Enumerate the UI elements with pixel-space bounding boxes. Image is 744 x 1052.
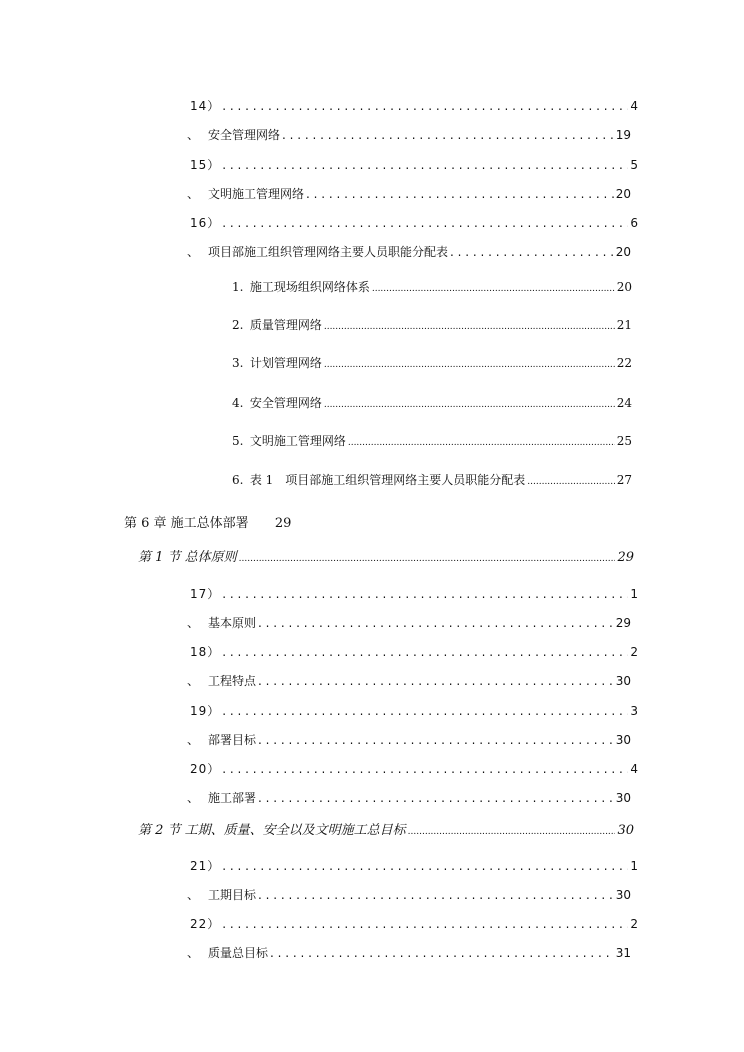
toc-entry[interactable] <box>232 354 632 372</box>
toc-entry-label <box>187 614 256 632</box>
toc-entry-label: 18） <box>190 645 221 659</box>
toc-page-number: 24 <box>616 396 632 410</box>
toc-entry[interactable] <box>187 243 631 261</box>
toc-entry[interactable] <box>232 471 632 489</box>
list-mark: 、 <box>187 791 200 805</box>
toc-page-number: 20 <box>615 245 631 259</box>
toc-entry-label: 21） <box>190 859 221 873</box>
toc-page-number: 22 <box>616 356 632 370</box>
dot-leader <box>222 156 628 174</box>
toc-page-number: 1 <box>630 587 638 601</box>
list-mark: 、 <box>187 888 200 902</box>
toc-entry-label: 20） <box>190 762 221 776</box>
toc-entry[interactable] <box>190 760 638 778</box>
toc-entry[interactable] <box>232 432 632 450</box>
toc-page-number: 30 <box>615 888 631 902</box>
toc-entry-number: 6. <box>232 473 244 487</box>
toc-entry-text: 工期目标 <box>208 888 257 902</box>
dot-leader <box>222 915 628 933</box>
toc-page-number: 6 <box>630 216 638 230</box>
dot-leader <box>222 214 628 232</box>
toc-entry-number: 1. <box>232 280 244 294</box>
toc-entry-number: 5. <box>232 434 244 448</box>
toc-page-number: 29 <box>615 616 631 630</box>
toc-entry-label <box>232 394 322 412</box>
toc-entry[interactable] <box>187 731 631 749</box>
toc-page-number: 30 <box>615 674 631 688</box>
toc-entry-text: 基本原则 <box>208 616 257 630</box>
toc-entry-text: 文明施工管理网络 <box>208 187 305 201</box>
toc-entry-number: 3. <box>232 356 244 370</box>
toc-entry-text: 计划管理网络 <box>249 356 322 370</box>
toc-entry[interactable] <box>232 394 632 412</box>
toc-entry-text: 表 1 项目部施工组织管理网络主要人员职能分配表 <box>249 473 526 487</box>
toc-page-number: 5 <box>630 158 638 172</box>
toc-entry[interactable] <box>232 316 632 334</box>
toc-entry[interactable] <box>190 156 638 174</box>
toc-page-number: 2 <box>630 917 638 931</box>
toc-entry-label <box>187 672 256 690</box>
toc-page-number: 30 <box>615 791 631 805</box>
toc-entry[interactable] <box>187 944 631 962</box>
dot-leader <box>408 822 616 840</box>
toc-entry-text: 施工现场组织网络体系 <box>249 280 370 294</box>
toc-entry-label <box>232 316 322 334</box>
toc-page-number: 29 <box>274 516 292 531</box>
toc-entry-label <box>187 944 268 962</box>
toc-entry[interactable] <box>187 614 631 632</box>
toc-entry-number: 4. <box>232 396 244 410</box>
dot-leader <box>222 97 628 115</box>
toc-entry-text: 质量总目标 <box>208 946 269 960</box>
dot-leader <box>222 702 628 720</box>
toc-entry-text: 安全管理网络 <box>208 128 281 142</box>
dot-leader <box>222 585 628 603</box>
list-mark: 、 <box>187 616 200 630</box>
toc-entry-text: 项目部施工组织管理网络主要人员职能分配表 <box>208 245 449 259</box>
toc-entry-label <box>187 185 304 203</box>
toc-entry-label <box>232 354 322 372</box>
section-title: 第 1 节 总体原则 <box>138 550 237 565</box>
dot-leader <box>348 432 615 450</box>
toc-page-number: 20 <box>615 187 631 201</box>
toc-entry[interactable] <box>190 97 638 115</box>
toc-entry[interactable] <box>190 643 638 661</box>
dot-leader <box>527 471 614 489</box>
dot-leader <box>239 549 616 567</box>
toc-entry[interactable] <box>187 185 631 203</box>
toc-page-number: 29 <box>617 550 634 565</box>
toc-page-number: 30 <box>615 733 631 747</box>
toc-entry-label <box>187 243 448 261</box>
toc-entry[interactable] <box>190 702 638 720</box>
toc-entry-label <box>232 278 370 296</box>
toc-page-number: 31 <box>615 946 631 960</box>
dot-leader <box>222 643 628 661</box>
toc-entry-label <box>187 126 280 144</box>
dot-leader <box>222 760 628 778</box>
toc-entry-text: 文明施工管理网络 <box>249 434 346 448</box>
dot-leader <box>372 278 615 296</box>
dot-leader <box>258 672 614 690</box>
toc-entry-label: 15） <box>190 158 221 172</box>
toc-entry-text: 工程特点 <box>208 674 257 688</box>
toc-page-number: 21 <box>616 318 632 332</box>
toc-section-heading[interactable] <box>138 822 634 840</box>
toc-entry-label <box>232 471 525 489</box>
toc-section-heading[interactable] <box>138 549 634 567</box>
toc-entry-label: 19） <box>190 704 221 718</box>
toc-entry[interactable] <box>187 886 631 904</box>
toc-entry-label <box>187 886 256 904</box>
toc-page-number: 3 <box>630 704 638 718</box>
dot-leader <box>222 857 628 875</box>
list-mark: 、 <box>187 946 200 960</box>
toc-entry-label: 14） <box>190 99 221 113</box>
toc-entry[interactable] <box>190 585 638 603</box>
toc-entry-number: 2. <box>232 318 244 332</box>
toc-entry-label <box>187 789 256 807</box>
dot-leader <box>258 731 614 749</box>
list-mark: 、 <box>187 674 200 688</box>
list-mark: 、 <box>187 245 200 259</box>
dot-leader <box>258 886 614 904</box>
toc-entry[interactable] <box>232 278 632 296</box>
toc-entry-label <box>187 731 256 749</box>
toc-entry[interactable] <box>190 915 638 933</box>
toc-entry[interactable] <box>190 857 638 875</box>
dot-leader <box>450 243 614 261</box>
dot-leader <box>324 394 615 412</box>
dot-leader <box>258 789 614 807</box>
toc-page-number: 30 <box>617 823 634 838</box>
toc-entry[interactable] <box>187 672 631 690</box>
toc-entry-text: 质量管理网络 <box>249 318 322 332</box>
toc-entry-text: 部署目标 <box>208 733 257 747</box>
toc-page-number: 20 <box>616 280 632 294</box>
toc-page-number: 4 <box>630 762 638 776</box>
toc-entry[interactable] <box>187 126 631 144</box>
dot-leader <box>270 944 614 962</box>
toc-page-number: 2 <box>630 645 638 659</box>
dot-leader <box>324 354 615 372</box>
toc-chapter-heading[interactable] <box>124 512 291 531</box>
toc-entry[interactable] <box>190 214 638 232</box>
list-mark: 、 <box>187 128 200 142</box>
chapter-title: 第 6 章 施工总体部署 <box>124 516 249 531</box>
list-mark: 、 <box>187 733 200 747</box>
toc-entry-text: 安全管理网络 <box>249 396 322 410</box>
toc-entry[interactable] <box>187 789 631 807</box>
toc-entry-label <box>232 432 346 450</box>
dot-leader <box>306 185 614 203</box>
dot-leader <box>324 316 615 334</box>
toc-page-number: 19 <box>615 128 631 142</box>
toc-entry-text: 施工部署 <box>208 791 257 805</box>
section-title: 第 2 节 工期、质量、安全以及文明施工总目标 <box>138 823 406 838</box>
dot-leader <box>282 126 614 144</box>
toc-page-number: 1 <box>630 859 638 873</box>
toc-entry-label: 22） <box>190 917 221 931</box>
toc-page-number: 25 <box>616 434 632 448</box>
toc-page-number: 27 <box>616 473 632 487</box>
toc-entry-label: 17） <box>190 587 221 601</box>
list-mark: 、 <box>187 187 200 201</box>
toc-entry-label: 16） <box>190 216 221 230</box>
toc-page-number: 4 <box>630 99 638 113</box>
dot-leader <box>258 614 614 632</box>
